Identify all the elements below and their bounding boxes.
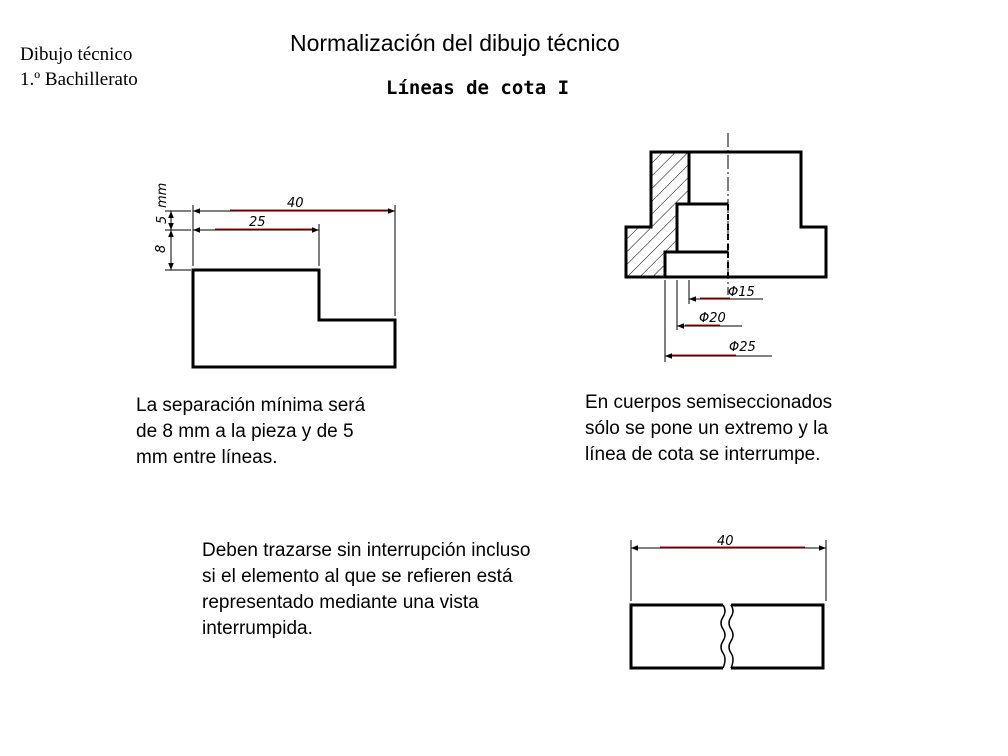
note-interrupted-view: Deben trazarse sin interrupción incluso si el elemento al que se refieren está representado mediante una vista interrumpida. [202,540,531,639]
figure-interrupted-view [631,534,826,668]
page-subtitle: Líneas de cota I [386,77,570,99]
gap-text-5: 5 [155,215,170,224]
dimension-text-40: 40 [287,196,304,211]
dimension-text-25: 25 [249,215,266,230]
dimension-text-40-full: 40 [717,534,734,549]
gap-text-8: 8 [154,244,169,253]
dimension-text-d15: Φ15 [728,285,755,300]
figure-stepped-piece [154,183,395,367]
dimension-text-d25: Φ25 [729,340,756,355]
break-line-right [729,605,733,668]
note-half-section: En cuerpos semiseccionados sólo se pone un extremo y la línea de cota se interrumpe. [585,392,833,465]
course-level: 1.º Bachillerato [20,69,138,90]
note-minimum-spacing: La separación mínima será de 8 mm a la pieza y de 5 mm entre líneas. [136,395,366,468]
section-hatch [626,152,689,277]
figure-half-section [626,133,826,362]
course-subject: Dibujo técnico [20,44,133,65]
page-title: Normalización del dibujo técnico [290,30,620,56]
gap-unit: mm [155,182,170,208]
break-line-left [721,605,725,668]
dimension-text-d20: Φ20 [699,311,726,326]
view-left-part [631,605,723,668]
view-right-part [731,605,823,668]
piece-outline [193,270,395,367]
